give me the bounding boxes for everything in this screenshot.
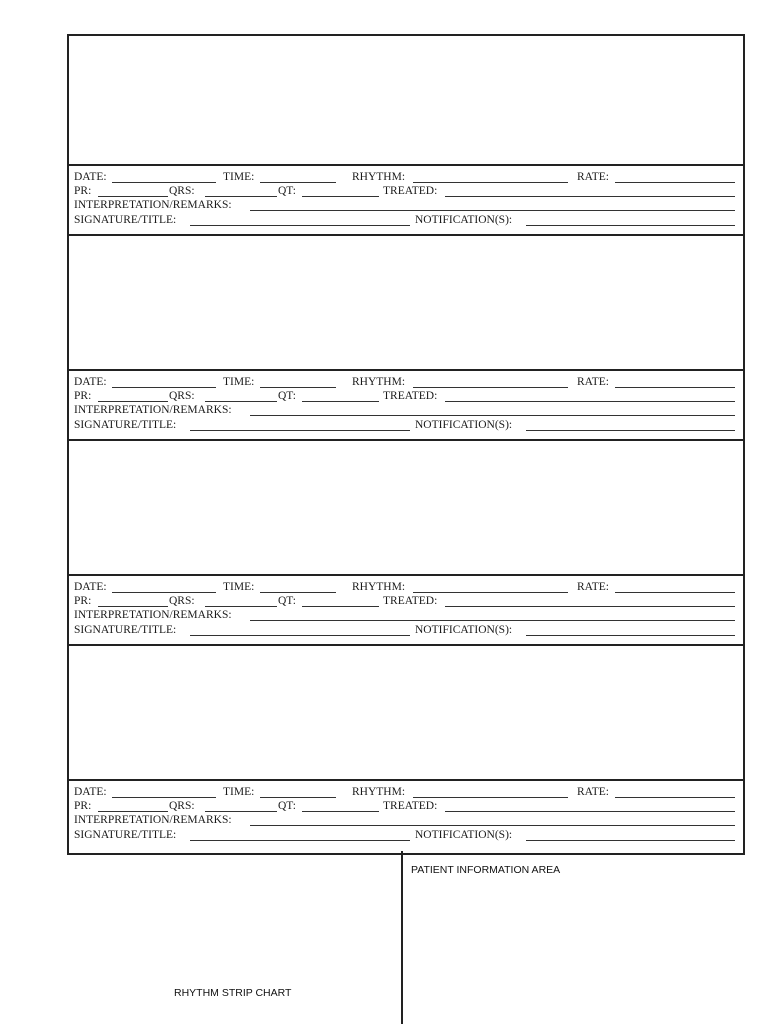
rhythm-label: RHYTHM: [352,786,406,798]
rate-field[interactable] [615,797,735,798]
patient-information-area-label: PATIENT INFORMATION AREA [411,864,561,876]
rhythm-strip-area-1 [69,36,743,164]
notification-field[interactable] [526,430,735,431]
qrs-label: QRS: [169,390,195,402]
qrs-field[interactable] [205,811,277,812]
qrs-label: QRS: [169,595,195,607]
qt-field[interactable] [302,606,379,607]
pr-field[interactable] [98,606,168,607]
time-field[interactable] [260,182,336,183]
time-label: TIME: [223,786,255,798]
strip-info-block-1 [69,164,743,236]
pr-label: PR: [74,800,92,812]
date-field[interactable] [112,592,216,593]
notification-label: NOTIFICATION(S): [415,624,513,636]
strip-info-block-2 [69,369,743,441]
rhythm-strip-form [67,34,745,855]
treated-field[interactable] [445,606,735,607]
qt-label: QT: [278,800,296,812]
time-label: TIME: [223,171,255,183]
interpretation-label: INTERPRETATION/REMARKS: [74,199,232,211]
qrs-field[interactable] [205,401,277,402]
notification-label: NOTIFICATION(S): [415,829,513,841]
rhythm-label: RHYTHM: [352,376,406,388]
signature-label: SIGNATURE/TITLE: [74,419,177,431]
signature-label: SIGNATURE/TITLE: [74,624,177,636]
time-field[interactable] [260,387,336,388]
qrs-label: QRS: [169,800,195,812]
treated-label: TREATED: [383,800,438,812]
pr-label: PR: [74,595,92,607]
interpretation-label: INTERPRETATION/REMARKS: [74,609,232,621]
rate-label: RATE: [577,581,609,593]
rhythm-strip-area-3 [69,446,743,574]
notification-field[interactable] [526,635,735,636]
treated-field[interactable] [445,401,735,402]
time-field[interactable] [260,797,336,798]
signature-label: SIGNATURE/TITLE: [74,829,177,841]
strip-info-block-4 [69,779,743,851]
interpretation-field[interactable] [250,825,735,826]
rhythm-strip-chart-title: RHYTHM STRIP CHART [174,987,292,999]
interpretation-field[interactable] [250,415,735,416]
rhythm-field[interactable] [413,182,568,183]
signature-field[interactable] [190,840,410,841]
interpretation-label: INTERPRETATION/REMARKS: [74,404,232,416]
notification-label: NOTIFICATION(S): [415,419,513,431]
date-field[interactable] [112,182,216,183]
footer-divider [401,851,403,1024]
rate-label: RATE: [577,376,609,388]
pr-label: PR: [74,185,92,197]
pr-field[interactable] [98,401,168,402]
time-label: TIME: [223,581,255,593]
qt-label: QT: [278,185,296,197]
treated-field[interactable] [445,811,735,812]
interpretation-field[interactable] [250,210,735,211]
rhythm-field[interactable] [413,797,568,798]
pr-label: PR: [74,390,92,402]
notification-field[interactable] [526,840,735,841]
qt-field[interactable] [302,811,379,812]
rhythm-label: RHYTHM: [352,171,406,183]
date-field[interactable] [112,387,216,388]
treated-field[interactable] [445,196,735,197]
treated-label: TREATED: [383,390,438,402]
signature-label: SIGNATURE/TITLE: [74,214,177,226]
qrs-field[interactable] [205,606,277,607]
qt-label: QT: [278,390,296,402]
date-label: DATE: [74,786,107,798]
rate-label: RATE: [577,171,609,183]
rate-label: RATE: [577,786,609,798]
notification-label: NOTIFICATION(S): [415,214,513,226]
qrs-field[interactable] [205,196,277,197]
qt-field[interactable] [302,401,379,402]
date-label: DATE: [74,376,107,388]
date-label: DATE: [74,581,107,593]
rhythm-label: RHYTHM: [352,581,406,593]
rhythm-field[interactable] [413,592,568,593]
qt-label: QT: [278,595,296,607]
rhythm-strip-area-2 [69,241,743,369]
rate-field[interactable] [615,182,735,183]
rate-field[interactable] [615,592,735,593]
pr-field[interactable] [98,811,168,812]
time-label: TIME: [223,376,255,388]
pr-field[interactable] [98,196,168,197]
rhythm-strip-area-4 [69,651,743,779]
strip-info-block-3 [69,574,743,646]
time-field[interactable] [260,592,336,593]
qrs-label: QRS: [169,185,195,197]
rhythm-field[interactable] [413,387,568,388]
signature-field[interactable] [190,430,410,431]
qt-field[interactable] [302,196,379,197]
date-label: DATE: [74,171,107,183]
signature-field[interactable] [190,635,410,636]
interpretation-label: INTERPRETATION/REMARKS: [74,814,232,826]
notification-field[interactable] [526,225,735,226]
treated-label: TREATED: [383,595,438,607]
treated-label: TREATED: [383,185,438,197]
interpretation-field[interactable] [250,620,735,621]
rate-field[interactable] [615,387,735,388]
date-field[interactable] [112,797,216,798]
signature-field[interactable] [190,225,410,226]
